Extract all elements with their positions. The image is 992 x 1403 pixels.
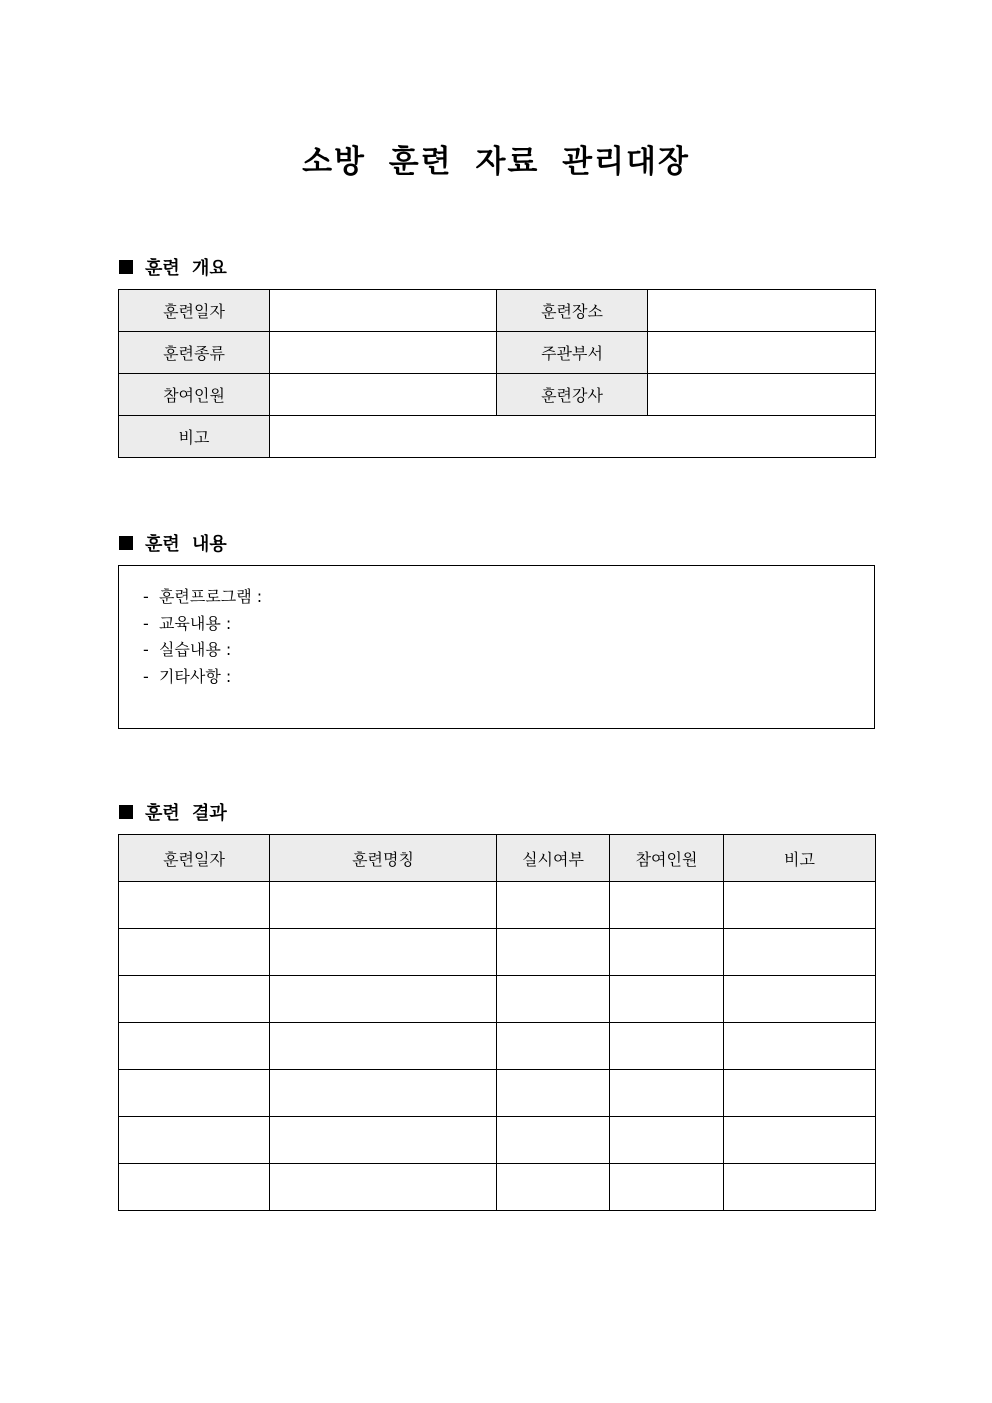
table-row xyxy=(119,1117,876,1164)
table-row xyxy=(119,929,876,976)
results-cell[interactable] xyxy=(270,1164,497,1211)
results-cell[interactable] xyxy=(119,929,270,976)
results-cell[interactable] xyxy=(724,929,876,976)
content-item-education: - 교육내용 : xyxy=(143,613,232,633)
results-table xyxy=(118,834,876,1211)
section-heading-content xyxy=(119,530,227,556)
results-cell[interactable] xyxy=(497,976,610,1023)
overview-value-type[interactable] xyxy=(270,332,497,374)
section-heading-overview xyxy=(119,254,227,280)
training-content-box[interactable] xyxy=(118,565,875,729)
results-cell[interactable] xyxy=(270,976,497,1023)
results-cell[interactable] xyxy=(270,1070,497,1117)
content-item-other: - 기타사항 : xyxy=(143,666,232,686)
results-cell[interactable] xyxy=(610,1117,724,1164)
table-row xyxy=(119,882,876,929)
section-heading-label: 훈련 내용 xyxy=(145,534,227,555)
results-cell[interactable] xyxy=(610,976,724,1023)
table-row xyxy=(119,1023,876,1070)
overview-label-type: 훈련종류 xyxy=(119,332,270,374)
content-item-program: - 훈련프로그램 : xyxy=(143,587,263,606)
overview-table xyxy=(118,289,876,458)
table-row xyxy=(119,1164,876,1211)
overview-label-remarks: 비고 xyxy=(119,416,270,458)
results-cell[interactable] xyxy=(270,929,497,976)
results-column-remarks: 비고 xyxy=(724,835,876,882)
overview-label-location: 훈련장소 xyxy=(497,290,648,332)
overview-value-location[interactable] xyxy=(648,290,876,332)
results-cell[interactable] xyxy=(119,1023,270,1070)
overview-row xyxy=(119,332,876,374)
overview-row xyxy=(119,416,876,458)
results-cell[interactable] xyxy=(610,1070,724,1117)
results-cell[interactable] xyxy=(724,882,876,929)
results-cell[interactable] xyxy=(610,1023,724,1070)
table-row xyxy=(119,976,876,1023)
overview-value-participants[interactable] xyxy=(270,374,497,416)
results-cell[interactable] xyxy=(724,1164,876,1211)
results-cell[interactable] xyxy=(119,1070,270,1117)
results-cell[interactable] xyxy=(497,1164,610,1211)
results-cell[interactable] xyxy=(497,1023,610,1070)
overview-label-participants: 참여인원 xyxy=(119,374,270,416)
results-column-name: 훈련명칭 xyxy=(270,835,497,882)
square-bullet-icon xyxy=(119,260,133,274)
results-column-date: 훈련일자 xyxy=(119,835,270,882)
training-content-list xyxy=(119,566,874,690)
results-cell[interactable] xyxy=(270,882,497,929)
overview-value-department[interactable] xyxy=(648,332,876,374)
section-heading-label: 훈련 개요 xyxy=(145,258,227,279)
results-cell[interactable] xyxy=(497,882,610,929)
overview-value-date[interactable] xyxy=(270,290,497,332)
results-cell[interactable] xyxy=(497,1117,610,1164)
results-cell[interactable] xyxy=(119,1117,270,1164)
square-bullet-icon xyxy=(119,536,133,550)
results-cell[interactable] xyxy=(497,929,610,976)
results-cell[interactable] xyxy=(610,929,724,976)
section-heading-label: 훈련 결과 xyxy=(145,803,227,824)
results-cell[interactable] xyxy=(270,1023,497,1070)
overview-label-instructor: 훈련강사 xyxy=(497,374,648,416)
results-cell[interactable] xyxy=(724,976,876,1023)
results-cell[interactable] xyxy=(724,1117,876,1164)
results-cell[interactable] xyxy=(497,1070,610,1117)
results-cell[interactable] xyxy=(610,882,724,929)
table-row xyxy=(119,1070,876,1117)
results-cell[interactable] xyxy=(119,882,270,929)
overview-label-department: 주관부서 xyxy=(497,332,648,374)
content-item-practice: - 실습내용 : xyxy=(143,640,232,659)
results-cell[interactable] xyxy=(610,1164,724,1211)
results-column-participants: 참여인원 xyxy=(610,835,724,882)
results-header-row xyxy=(119,835,876,882)
overview-label-date: 훈련일자 xyxy=(119,290,270,332)
overview-row xyxy=(119,290,876,332)
results-cell[interactable] xyxy=(724,1070,876,1117)
results-cell[interactable] xyxy=(119,976,270,1023)
overview-value-remarks[interactable] xyxy=(270,416,876,458)
results-cell[interactable] xyxy=(119,1164,270,1211)
square-bullet-icon xyxy=(119,805,133,819)
results-cell[interactable] xyxy=(270,1117,497,1164)
overview-value-instructor[interactable] xyxy=(648,374,876,416)
section-heading-results xyxy=(119,799,227,825)
results-column-conducted: 실시여부 xyxy=(497,835,610,882)
page-title: 소방 훈련 자료 관리대장 xyxy=(302,144,690,180)
overview-row xyxy=(119,374,876,416)
results-cell[interactable] xyxy=(724,1023,876,1070)
